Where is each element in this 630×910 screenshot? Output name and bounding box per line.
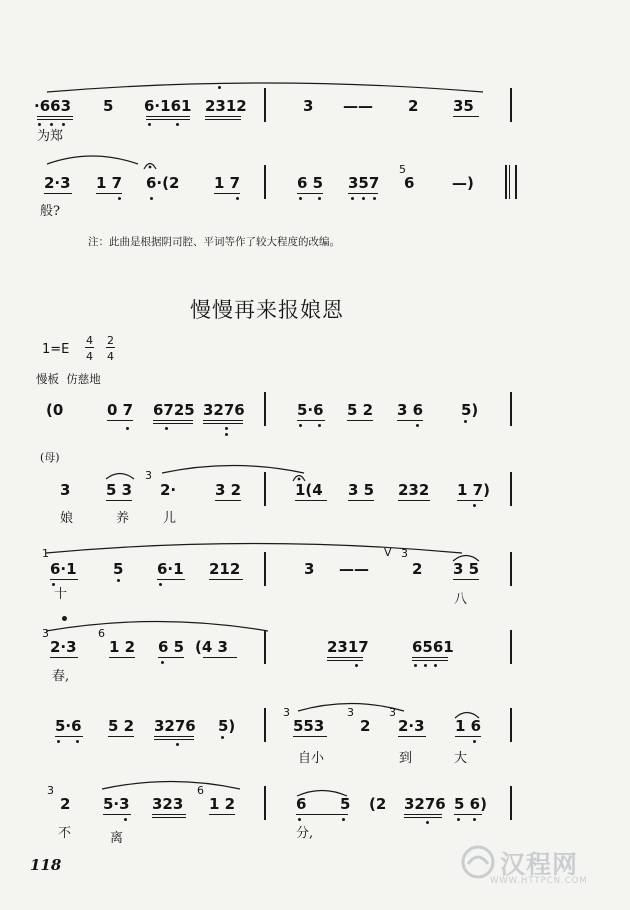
barline	[505, 165, 507, 199]
low-dot	[414, 664, 417, 667]
breath-mark: V	[384, 546, 392, 559]
note: 6561	[412, 638, 454, 656]
underline	[297, 420, 325, 421]
low-dot	[176, 743, 179, 746]
low-dot	[225, 427, 228, 430]
underline	[457, 500, 483, 501]
barline	[264, 630, 266, 664]
dash: ——	[339, 560, 369, 578]
note: 3 2	[215, 481, 242, 499]
underline	[453, 116, 479, 117]
low-dot	[159, 583, 162, 586]
underline	[454, 814, 482, 815]
note: 212	[209, 560, 241, 578]
low-dot	[176, 123, 179, 126]
low-dot	[426, 821, 429, 824]
underline	[146, 119, 190, 120]
low-dot	[473, 740, 476, 743]
underline	[297, 193, 323, 194]
underline	[50, 579, 78, 580]
grace-note: 3	[42, 627, 49, 640]
underline	[412, 657, 448, 658]
note: 5·6	[297, 401, 324, 419]
note: 5	[340, 795, 351, 813]
key: 1=E	[42, 342, 70, 357]
time-sig-bottom: 4	[107, 350, 114, 363]
barline	[264, 786, 266, 820]
underline	[157, 579, 185, 580]
underline	[152, 814, 186, 815]
underline	[108, 736, 134, 737]
low-dot	[299, 424, 302, 427]
grace-note: 3	[389, 706, 396, 719]
low-dot	[464, 420, 467, 423]
lyric: 离	[110, 831, 124, 846]
note: 6·1	[50, 560, 77, 578]
underline	[203, 420, 243, 421]
underline	[214, 193, 240, 194]
barline	[510, 630, 512, 664]
note: 1 6	[455, 717, 482, 735]
note: 6 5	[297, 174, 324, 192]
low-dot	[126, 427, 129, 430]
note: 0 7	[107, 401, 134, 419]
note: 1 7	[96, 174, 123, 192]
note: 5 3	[106, 481, 133, 499]
underline	[203, 423, 243, 424]
barline	[510, 786, 512, 820]
watermark-logo-text: 汉程网	[500, 850, 579, 879]
underline	[107, 420, 133, 421]
note: 35	[453, 97, 474, 115]
low-dot	[221, 736, 224, 739]
grace-note: 1	[42, 547, 49, 560]
grace-note: 3	[283, 706, 290, 719]
underline	[215, 500, 241, 501]
note: 2317	[327, 638, 369, 656]
underline	[296, 814, 348, 815]
lyric: 春,	[52, 669, 70, 684]
footnote: 注：此曲是根据阴司腔、平词等作了较大程度的改编。	[88, 236, 340, 248]
underline	[412, 660, 448, 661]
low-dot	[148, 123, 151, 126]
slur	[44, 618, 270, 632]
barline	[264, 88, 266, 122]
note: 3	[304, 560, 315, 578]
low-dot	[318, 197, 321, 200]
lyric: 十	[54, 587, 68, 602]
note: 5 2	[347, 401, 374, 419]
note: 5 6)	[454, 795, 487, 813]
accent-dot	[218, 86, 221, 89]
barline	[510, 392, 512, 426]
underline	[205, 116, 241, 117]
note: 5	[113, 560, 124, 578]
underline	[209, 579, 243, 580]
page-number: 118	[30, 856, 62, 874]
note: 3 5	[453, 560, 480, 578]
underline	[293, 736, 327, 737]
note: 357	[348, 174, 380, 192]
note: 2312	[205, 97, 247, 115]
lyric: 不	[58, 826, 72, 841]
lyric: 自小	[298, 751, 325, 766]
note: 3 5	[348, 481, 375, 499]
low-dot	[318, 424, 321, 427]
lyric: 分,	[296, 826, 314, 841]
note: (0	[46, 401, 64, 419]
barline	[264, 552, 266, 586]
grace-note: 3	[145, 469, 152, 482]
underline	[158, 657, 184, 658]
underline	[154, 739, 194, 740]
note: 2	[360, 717, 371, 735]
note: 5	[103, 97, 114, 115]
note: 6725	[153, 401, 195, 419]
low-dot	[118, 197, 121, 200]
underline	[44, 193, 72, 194]
underline	[55, 736, 83, 737]
note: 323	[152, 795, 184, 813]
grace-note: 5	[399, 163, 406, 176]
note: ·663	[34, 97, 72, 115]
underline	[327, 660, 363, 661]
fraction-line	[85, 347, 94, 348]
underline	[347, 420, 373, 421]
low-dot	[165, 427, 168, 430]
slur	[104, 470, 136, 480]
note: 232	[398, 481, 430, 499]
barline	[264, 165, 266, 199]
note: 553	[293, 717, 325, 735]
note: 6·161	[144, 97, 192, 115]
low-dot	[298, 818, 301, 821]
slur-prev-2	[45, 152, 140, 166]
lyric: 大	[454, 751, 468, 766]
song-title: 慢慢再来报娘恩	[190, 298, 344, 322]
underline	[109, 657, 135, 658]
note: 3276	[404, 795, 446, 813]
note: 3	[60, 481, 71, 499]
underline	[397, 420, 423, 421]
note: 5)	[218, 717, 236, 735]
time-sig-top: 4	[86, 334, 93, 347]
underline	[146, 116, 190, 117]
tempo-marking: 慢板 仿慈地	[36, 372, 101, 386]
note: 1 2	[209, 795, 236, 813]
lyric: 八	[454, 592, 468, 607]
note: (2	[369, 795, 387, 813]
underline	[50, 657, 78, 658]
low-dot	[57, 740, 60, 743]
low-dot	[117, 579, 120, 582]
low-dot	[50, 123, 53, 126]
slur	[100, 778, 242, 790]
grace-note: 3	[401, 547, 408, 560]
lyric: 养	[116, 511, 130, 526]
watermark-url: WWW.HTTPCN.COM	[490, 876, 588, 886]
low-dot	[38, 123, 41, 126]
lyric: 娘	[60, 511, 74, 526]
low-dot	[473, 504, 476, 507]
low-dot	[473, 818, 476, 821]
grace-note: 6	[197, 784, 204, 797]
slur	[160, 462, 306, 474]
lyric: 儿	[163, 511, 177, 526]
note: 2·3	[398, 717, 425, 735]
note: 1 2	[109, 638, 136, 656]
barline	[510, 472, 512, 506]
low-dot	[424, 664, 427, 667]
low-dot	[457, 818, 460, 821]
low-dot	[362, 197, 365, 200]
barline	[510, 552, 512, 586]
barline	[264, 392, 266, 426]
underline	[106, 500, 132, 501]
low-dot	[299, 197, 302, 200]
low-dot	[373, 197, 376, 200]
note: 2·3	[44, 174, 71, 192]
low-dot	[76, 740, 79, 743]
barline	[264, 472, 266, 506]
grace-note: 3	[47, 784, 54, 797]
low-dot	[355, 664, 358, 667]
final-barline	[509, 165, 517, 199]
note: 3 6	[397, 401, 424, 419]
fermata	[143, 160, 157, 170]
underline	[348, 193, 378, 194]
underline	[404, 817, 442, 818]
barline	[510, 708, 512, 742]
low-dot	[434, 664, 437, 667]
low-dot	[52, 583, 55, 586]
low-dot	[236, 197, 239, 200]
lyric: 到	[399, 751, 413, 766]
low-dot	[342, 818, 345, 821]
lyric: 般?	[40, 204, 60, 219]
low-dot	[62, 123, 65, 126]
underline	[37, 116, 73, 117]
underline	[404, 814, 442, 815]
low-dot	[351, 197, 354, 200]
underline	[203, 657, 237, 658]
grace-note: 6	[98, 627, 105, 640]
underline	[327, 657, 363, 658]
underline	[152, 817, 186, 818]
note: 6·1	[157, 560, 184, 578]
time-sig-bottom: 4	[86, 350, 93, 363]
underline	[103, 814, 131, 815]
underline	[398, 736, 426, 737]
note: 1 7	[214, 174, 241, 192]
note: 1(4	[295, 481, 323, 499]
underline	[205, 119, 241, 120]
note: 6	[404, 174, 415, 192]
underline	[348, 500, 374, 501]
underline	[398, 500, 430, 501]
note: (4 3	[195, 638, 228, 656]
dash: ——	[343, 97, 373, 115]
note: 6	[296, 795, 307, 813]
fraction-line	[106, 347, 115, 348]
barline	[510, 88, 512, 122]
note: 2·3	[50, 638, 77, 656]
note: 2	[408, 97, 419, 115]
note: 2	[60, 795, 71, 813]
note: 2	[412, 560, 423, 578]
underline	[96, 193, 122, 194]
underline	[295, 500, 327, 501]
low-dot	[416, 424, 419, 427]
low-dot	[150, 197, 153, 200]
underline	[453, 579, 479, 580]
dash: —)	[452, 174, 474, 192]
barline	[264, 708, 266, 742]
low-dot	[161, 661, 164, 664]
underline	[37, 119, 73, 120]
underline	[153, 423, 193, 424]
role-label: (母)	[40, 451, 60, 464]
grace-note: 3	[347, 706, 354, 719]
note: 2·	[160, 481, 177, 499]
note: 3276	[203, 401, 245, 419]
time-sig-top: 2	[107, 334, 114, 347]
underline	[209, 814, 235, 815]
underline	[154, 736, 194, 737]
note: 3276	[154, 717, 196, 735]
underline	[153, 420, 193, 421]
note: 6·(2	[146, 174, 180, 192]
note: 1 7)	[457, 481, 490, 499]
note: 3	[303, 97, 314, 115]
low-dot	[225, 433, 228, 436]
note: 5 2	[108, 717, 135, 735]
underline	[455, 736, 481, 737]
note: 5)	[461, 401, 479, 419]
lyric: 为郑	[37, 129, 64, 144]
note: 6 5	[158, 638, 185, 656]
note: 5·6	[55, 717, 82, 735]
low-dot	[124, 818, 127, 821]
note: 5·3	[103, 795, 130, 813]
